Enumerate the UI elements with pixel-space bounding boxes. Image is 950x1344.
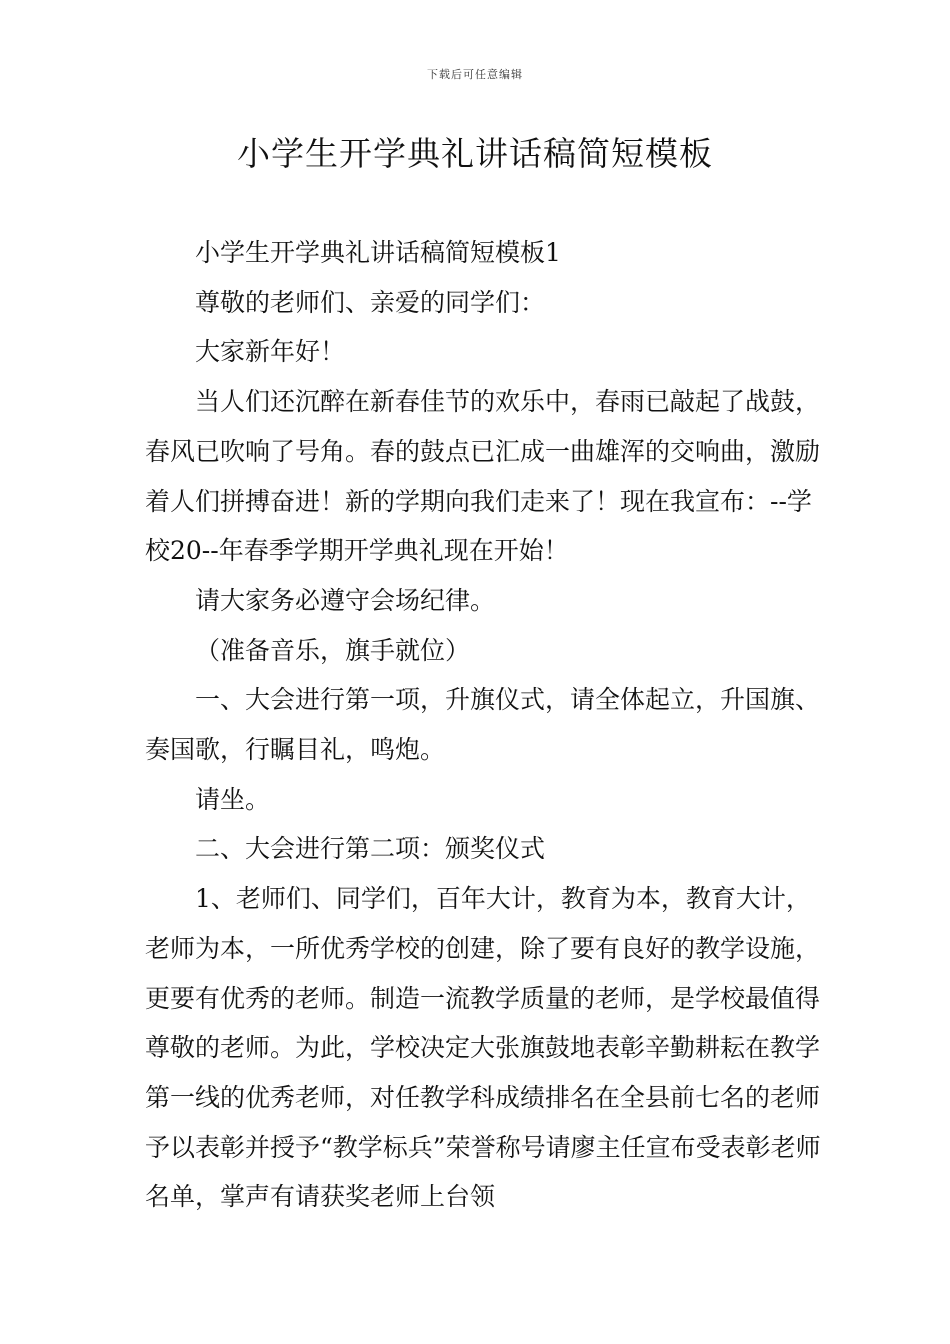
paragraph-discipline: 请大家务必遵守会场纪律。 [195, 585, 496, 615]
paragraph-item-one: 一、大会进行第一项，升旗仪式，请全体起立，升国旗、奏国歌，行瞩目礼，鸣炮。 [145, 685, 821, 765]
document-title: 小学生开学典礼讲话稿简短模板 [237, 134, 713, 173]
paragraph-item-two: 二、大会进行第二项：颁奖仪式 [195, 834, 546, 864]
paragraph-stage-note: （准备音乐，旗手就位） [195, 635, 471, 665]
header-note: 下载后可任意编辑 [427, 68, 523, 81]
paragraph-greeting: 大家新年好！ [195, 337, 346, 367]
paragraph-salutation: 尊敬的老师们、亲爱的同学们： [195, 287, 546, 317]
paragraph-subtitle: 小学生开学典礼讲话稿简短模板1 [195, 238, 561, 267]
paragraph-opening: 当人们还沉醉在新春佳节的欢乐中，春雨已敲起了战鼓，春风已吹响了号角。春的鼓点已汇成一曲雄浑的交响曲，激励着人们拼搏奋进！新的学期向我们走来了！现在我宣布：--学校20--年春季学期开学典礼现在开始！ [145, 387, 821, 566]
document-body [145, 228, 825, 1222]
paragraph-sit: 请坐。 [195, 784, 271, 814]
paragraph-award: 1、老师们、同学们，百年大计，教育为本，教育大计，老师为本，一所优秀学校的创建，除了要有良好的教学设施，更要有优秀的老师。制造一流教学质量的老师，是学校最值得尊敬的老师。为此，学校决定大张旗鼓地表彰辛勤耕耘在教学第一线的优秀老师，对任教学科成绩排名在全县前七名的老师予以表彰并授予“教学标兵”荣誉称号请廖主任宣布受表彰老师名单，掌声有请获奖老师上台领 [145, 884, 821, 1212]
